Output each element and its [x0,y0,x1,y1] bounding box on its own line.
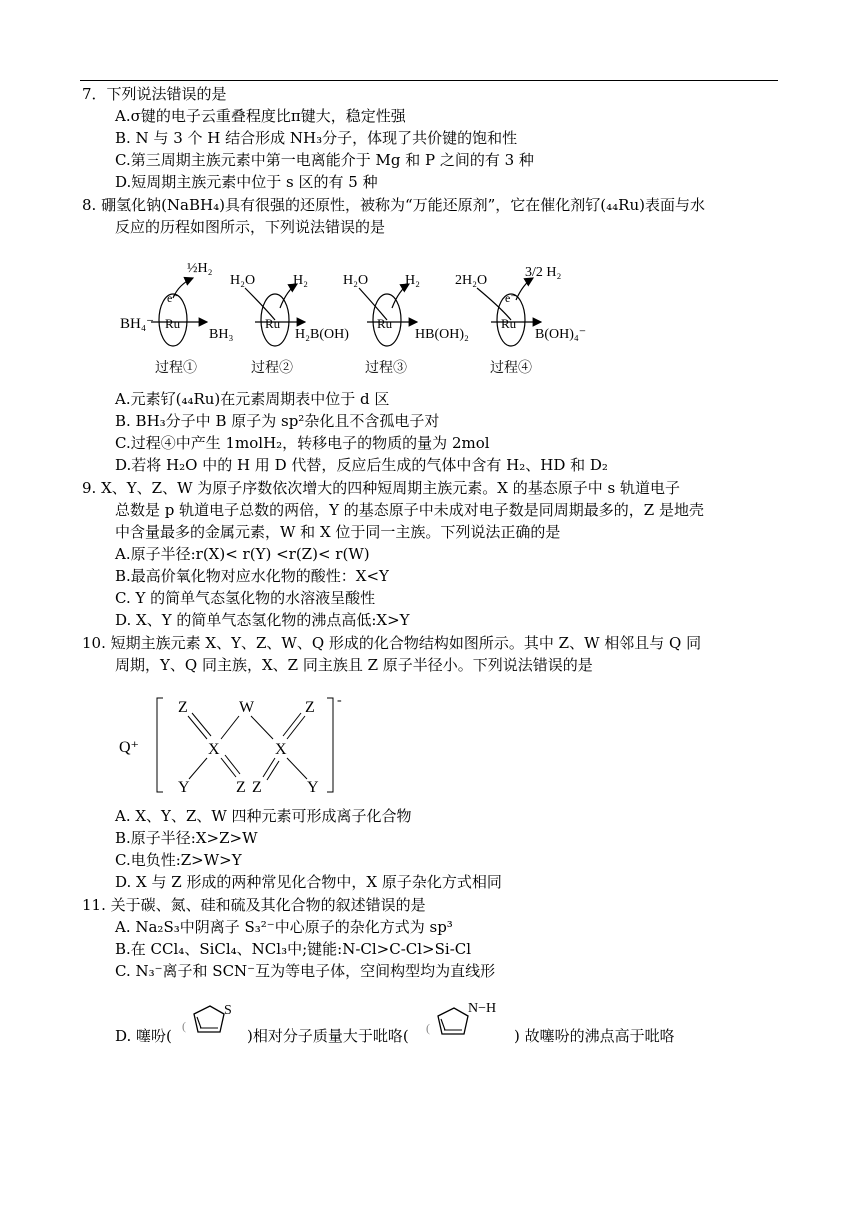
pyrrole-nh-label: N−H [468,1001,497,1016]
q11-option-d-part1: D. 噻吩( [115,1027,172,1045]
step2-in: H₂O [230,273,256,288]
q9-stem-line2: 总数是 p 轨道电子总数的两倍，Y 的基态原子中未成对电子数是同周期最多的，Z 是地壳 [115,501,705,519]
step2-product: H₂B(OH) [295,327,349,342]
q11-option-b: B.在 CCl₄、SiCl₄、NCl₃中;键能:N-Cl>C-Cl>Si-Cl [115,940,472,958]
electron-1: e⁻ [167,291,179,305]
q9-option-a: A.原子半径:r(X)< r(Y) <r(Z)< r(W) [115,545,370,563]
q8-option-d: D.若将 H₂O 中的 H 用 D 代替，反应后生成的气体中含有 H₂、HD 和 D₂ [115,456,608,474]
svg-text:X: X [208,741,220,758]
q7-option-c: C.第三周期主族元素中第一电离能介于 Mg 和 P 之间的有 3 种 [115,151,534,169]
q11-option-d-part2: )相对分子质量大于吡咯( [247,1027,409,1045]
xyzwq-structure [115,688,355,800]
svg-text:X: X [275,741,287,758]
q8-stem-line2: 反应的历程如图所示，下列说法错误的是 [115,218,386,236]
step4-label: 过程④ [490,361,532,376]
step1-label: 过程① [155,361,197,376]
svg-text:(: ( [426,1021,430,1035]
q8-option-a: A.元素钌(₄₄Ru)在元素周期表中位于 d 区 [115,390,390,408]
step1-product: BH₃ [209,327,234,342]
cation-q: Q⁺ [119,739,139,756]
svg-text:Z: Z [236,779,246,796]
svg-text:e⁻: e⁻ [505,291,517,305]
q10-stem-line1: 10. 短期主族元素 X、Y、Z、W、Q 形成的化合物结构如图所示。其中 Z、W 相邻且与 Q 同 [82,634,702,652]
step4-product: B(OH)₄⁻ [535,327,587,342]
ru-catalysis-diagram [115,250,675,380]
ru-label-1: Ru [165,316,181,331]
q10-stem-line2: 周期，Y、Q 同主族，X、Z 同主族且 Z 原子半径小。下列说法错误的是 [115,656,593,674]
q10-option-c: C.电负性:Z>W>Y [115,851,242,869]
step2-out: H₂ [293,273,308,288]
thiophene-structure [180,992,242,1044]
q11-option-d-part3: ) 故噻吩的沸点高于吡咯 [514,1027,675,1045]
start-bh4: BH₄⁻ [120,316,154,332]
header-rule [80,80,778,81]
svg-text:Z: Z [252,779,262,796]
svg-text:(: ( [182,1019,186,1033]
svg-text:Ru: Ru [377,316,393,331]
q9-option-b: B.最高价氧化物对应水化物的酸性：X<Y [115,567,389,585]
q8-option-b: B. BH₃分子中 B 原子为 sp²杂化且不含孤电子对 [115,412,440,430]
q7-option-b: B. N 与 3 个 H 结合形成 NH₃分子，体现了共价键的饱和性 [115,129,518,147]
step4-out: 3/2 H₂ [525,265,562,280]
svg-text:Y: Y [307,779,319,796]
thiophene-s-label: S [224,1003,232,1018]
q11-option-a: A. Na₂S₃中阴离子 S₃²⁻中心原子的杂化方式为 sp³ [115,918,453,936]
step4-in: 2H₂O [455,273,488,288]
q11-stem: 11. 关于碳、氮、硅和硫及其化合物的叙述错误的是 [82,896,426,914]
q7-option-d: D.短周期主族元素中位于 s 区的有 5 种 [115,173,378,191]
svg-text:W: W [239,699,255,716]
pyrrole-structure [422,992,512,1044]
svg-text:Z: Z [178,699,188,716]
step2-label: 过程② [251,361,293,376]
svg-text:Y: Y [178,779,190,796]
step3-product: HB(OH)₂ [415,327,469,342]
q8-stem-line1: 8. 硼氢化钠(NaBH₄)具有很强的还原性，被称为“万能还原剂”，它在催化剂钌(₄₄Ru)表面与水 [82,196,705,214]
step3-label: 过程③ [365,361,407,376]
step3-in: H₂O [343,273,369,288]
q9-stem-line1: 9. X、Y、Z、W 为原子序数依次增大的四种短周期主族元素。X 的基态原子中 s 轨道电子 [82,479,680,497]
svg-text:Z: Z [305,699,315,716]
q9-stem-line3: 中含量最多的金属元素，W 和 X 位于同一主族。下列说法正确的是 [115,523,561,541]
svg-text:Ru: Ru [501,316,517,331]
q10-option-b: B.原子半径:X>Z>W [115,829,258,847]
q10-option-a: A. X、Y、Z、W 四种元素可形成离子化合物 [115,807,412,825]
q7-option-a: A.σ键的电子云重叠程度比π键大，稳定性强 [115,107,406,125]
anion-charge: - [337,693,342,708]
q9-option-d: D. X、Y 的简单气态氢化物的沸点高低:X>Y [115,611,410,629]
svg-text:Ru: Ru [265,316,281,331]
q8-option-c: C.过程④中产生 1molH₂，转移电子的物质的量为 2mol [115,434,490,452]
q11-option-c: C. N₃⁻离子和 SCN⁻互为等电子体，空间构型均为直线形 [115,962,496,980]
q10-option-d: D. X 与 Z 形成的两种常见化合物中，X 原子杂化方式相同 [115,873,502,891]
step1-out: ½H₂ [187,261,213,276]
step3-out: H₂ [405,273,420,288]
q7-stem: 7．下列说法错误的是 [82,85,227,103]
q9-option-c: C. Y 的简单气态氢化物的水溶液呈酸性 [115,589,376,607]
